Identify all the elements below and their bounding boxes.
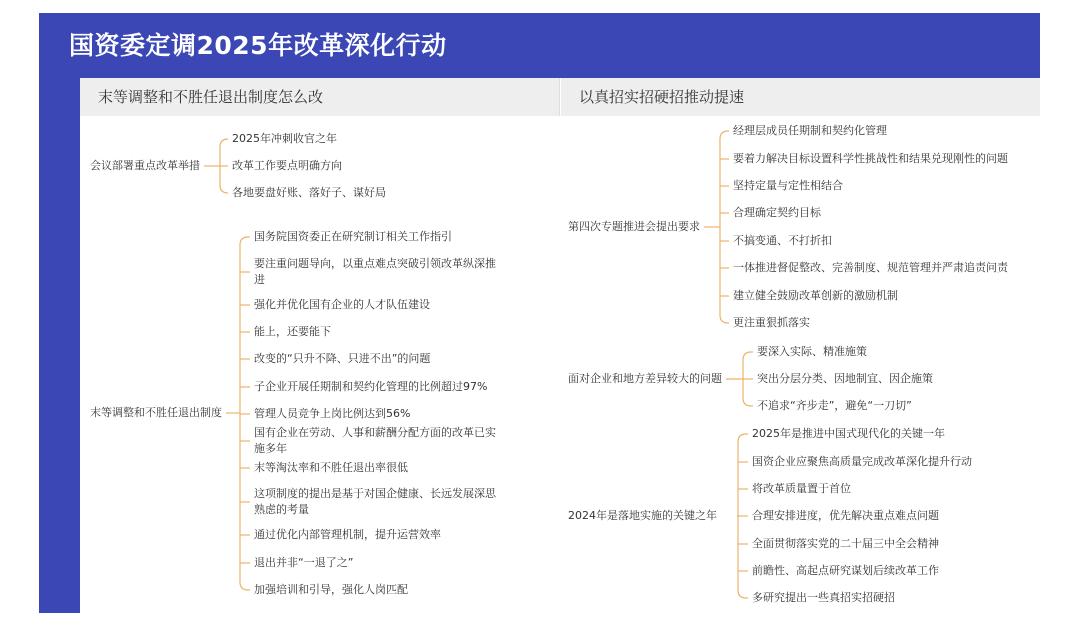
left-leaf-item: 改变的“只升不降、只进不出”的问题 [254,352,431,365]
left-leaf-item: 国有企业在劳动、人事和薪酬分配方面的改革已实施多年 [254,426,496,455]
right-leaf-item: 要深入实际、精准施策 [757,345,867,358]
left-leaf-item: 管理人员竞争上岗比例达到56% [254,407,411,420]
page-title: 国资委定调2025年改革深化行动 [39,13,1040,78]
left-leaf-item: 国务院国资委正在研究制订相关工作指引 [254,230,452,243]
right-leaf-item: 全面贯彻落实党的二十届三中全会精神 [752,537,939,550]
right-leaf-item: 2025年是推进中国式现代化的关键一年 [752,427,945,440]
left-leaf-item: 子企业开展任期制和契约化管理的比例超过97% [254,380,488,393]
left-leaf-item: 加强培训和引导，强化人岗匹配 [254,583,408,596]
right-leaf-item: 坚持定量与定性相结合 [733,179,843,192]
left-leaf-item: 要注重问题导向，以重点难点突破引领改革纵深推进 [254,257,496,286]
right-leaf-item: 将改革质量置于首位 [752,482,851,495]
left-column-header: 末等调整和不胜任退出制度怎么改 [80,78,560,116]
left-branch-label: 会议部署重点改革举措 [90,159,200,172]
left-leaf-item: 能上，还要能下 [254,325,331,338]
right-trunk-connector [720,131,728,323]
left-leaf-item: 强化并优化国有企业的人才队伍建设 [254,298,430,311]
right-leaf-item: 更注重狠抓落实 [733,316,810,329]
left-leaf-item: 2025年冲刺收官之年 [232,132,337,145]
right-leaf-item: 一体推进督促整改、完善制度、规范管理并严肃追责问责 [733,261,1008,274]
left-leaf-item: 末等淘汰率和不胜任退出率很低 [254,461,408,474]
left-leaf-item: 改革工作要点明确方向 [232,159,342,172]
right-branch-label: 面对企业和地方差异较大的问题 [568,372,722,385]
right-leaf-item: 不搞变通、不打折扣 [733,234,832,247]
right-leaf-item: 国资企业应聚焦高质量完成改革深化提升行动 [752,455,972,468]
right-leaf-item: 合理确定契约目标 [733,206,821,219]
left-leaf-item: 各地要盘好账、落好子、谋好局 [232,186,386,199]
right-leaf-item: 突出分层分类、因地制宜、因企施策 [757,372,933,385]
right-leaf-item: 要着力解决目标设置科学性挑战性和结果兑现刚性的问题 [733,152,1008,165]
right-leaf-item: 合理安排进度，优先解决重点难点问题 [752,509,939,522]
right-branch-label: 2024年是落地实施的关键之年 [568,509,717,522]
right-leaf-item: 前瞻性、高起点研究谋划后续改革工作 [752,564,939,577]
right-leaf-item: 多研究提出一些真招实招硬招 [752,591,895,604]
right-leaf-item: 建立健全鼓励改革创新的激励机制 [733,289,898,302]
right-column-header: 以真招实招硬招推动提速 [561,78,1040,116]
right-branch-label: 第四次专题推进会提出要求 [568,220,700,233]
left-leaf-item: 这项制度的提出是基于对国企健康、长远发展深思熟虑的考量 [254,487,496,516]
right-leaf-item: 经理层成员任期制和契约化管理 [733,124,887,137]
right-leaf-item: 不追求“齐步走”，避免“一刀切” [757,399,912,412]
left-branch-label: 末等调整和不胜任退出制度 [90,406,222,419]
left-leaf-item: 退出并非“一退了之” [254,556,354,569]
left-leaf-item: 通过优化内部管理机制，提升运营效率 [254,528,441,541]
